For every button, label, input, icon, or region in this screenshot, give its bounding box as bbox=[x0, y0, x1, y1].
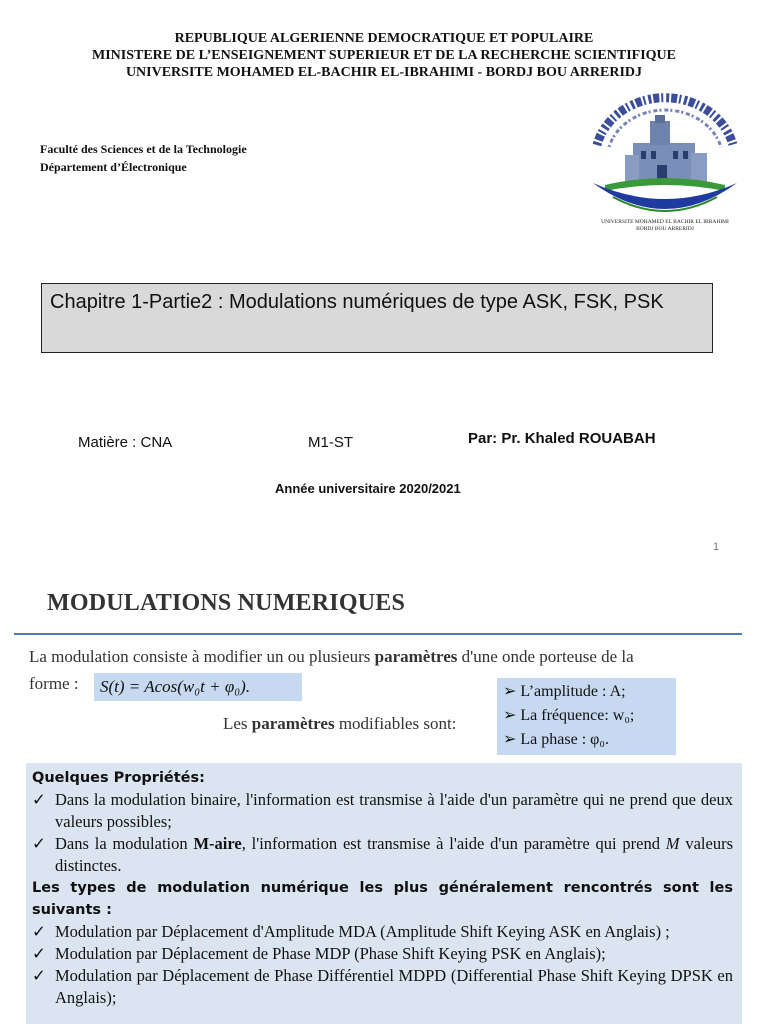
intro-bold: paramètres bbox=[374, 647, 458, 666]
intro-text bbox=[29, 647, 634, 667]
title-divider bbox=[14, 633, 742, 635]
types-title: Les types de modulation numérique les plus généralement rencontrés sont les suivants : bbox=[32, 880, 733, 918]
type-dpsk bbox=[32, 965, 733, 1009]
property-m-ary bbox=[32, 833, 733, 877]
check-icon: ✓ bbox=[32, 790, 46, 809]
intro-part-2: d'une onde porteuse de la bbox=[457, 647, 634, 666]
slide-title: MODULATIONS NUMERIQUES bbox=[47, 590, 405, 616]
params-label-b: modifiables sont: bbox=[334, 714, 457, 733]
params-label-a: Les bbox=[223, 714, 252, 733]
prop2-bold: M-aire bbox=[193, 834, 242, 853]
logo-caption-1: UNIVERSITE MOHAMED EL BACHIR EL IBRAHIMI bbox=[601, 219, 729, 225]
param-phase: ➢ La phase : φ₀. bbox=[503, 731, 609, 748]
header-line-3: UNIVERSITE MOHAMED EL-BACHIR EL-IBRAHIMI - BORDJ BOU ARRERIDJ bbox=[125, 65, 643, 80]
faculty-block bbox=[40, 140, 247, 176]
properties-title: Quelques Propriétés: bbox=[32, 770, 205, 786]
params-label-bold: paramètres bbox=[251, 714, 335, 733]
prop2-a: Dans la modulation bbox=[55, 834, 194, 853]
intro-part-1: La modulation consiste à modifier un ou plusieurs bbox=[29, 647, 375, 666]
param-frequency: ➢ La fréquence: w₀; bbox=[503, 707, 635, 724]
prop2-b: , l'information est transmise à l'aide d'un paramètre qui prend bbox=[241, 834, 666, 853]
check-icon: ✓ bbox=[32, 944, 46, 963]
university-logo bbox=[585, 85, 745, 235]
page-number: 1 bbox=[713, 541, 720, 553]
prop2-c: valeurs distinctes. bbox=[55, 834, 733, 875]
logo-caption-2: BORDJ BOU ARRERIDJ bbox=[636, 226, 694, 232]
department-name: Département d’Électronique bbox=[40, 160, 187, 174]
prop2-m: M bbox=[665, 834, 680, 853]
type-dpsk-text: Modulation par Déplacement de Phase Différentiel MDPD (Differential Phase Shift Keying DPSK en Anglais); bbox=[55, 966, 733, 1007]
intro-forme: forme : bbox=[29, 674, 79, 693]
check-icon: ✓ bbox=[32, 834, 46, 853]
logo-emblem-icon bbox=[585, 85, 745, 235]
level-label: M1-ST bbox=[308, 434, 353, 451]
type-ask-text: Modulation par Déplacement d'Amplitude MDA (Amplitude Shift Keying ASK en Anglais) ; bbox=[55, 922, 670, 941]
type-psk-text: Modulation par Déplacement de Phase MDP (Phase Shift Keying PSK en Anglais); bbox=[55, 944, 606, 963]
property-binary-text: Dans la modulation binaire, l'information est transmise à l'aide d'un paramètre qui ne prend que deux valeurs possibles; bbox=[55, 790, 733, 831]
param-amplitude: ➢ L’amplitude : A; bbox=[503, 683, 626, 700]
subject-label: Matière : CNA bbox=[78, 434, 173, 451]
params-label bbox=[223, 714, 456, 734]
modulation-formula: S(t) = Acos(w₀t + φ₀). bbox=[94, 673, 302, 701]
author-label: Par: Pr. Khaled ROUABAH bbox=[468, 430, 656, 447]
params-box bbox=[497, 678, 676, 755]
check-icon: ✓ bbox=[32, 922, 46, 941]
faculty-name: Faculté des Sciences et de la Technologie bbox=[40, 142, 247, 156]
type-psk bbox=[32, 943, 733, 965]
chapter-title: Chapitre 1-Partie2 : Modulations numériques de type ASK, FSK, PSK bbox=[41, 283, 713, 353]
header-line-2: MINISTERE DE L’ENSEIGNEMENT SUPERIEUR ET DE LA RECHERCHE SCIENTIFIQUE bbox=[91, 48, 676, 63]
property-binary bbox=[32, 789, 733, 833]
type-ask bbox=[32, 921, 733, 943]
check-icon: ✓ bbox=[32, 966, 46, 985]
properties-box bbox=[26, 763, 742, 1024]
academic-year: Année universitaire 2020/2021 bbox=[275, 481, 461, 496]
header-line-1: REPUBLIQUE ALGERIENNE DEMOCRATIQUE ET POPULAIRE bbox=[174, 31, 594, 46]
